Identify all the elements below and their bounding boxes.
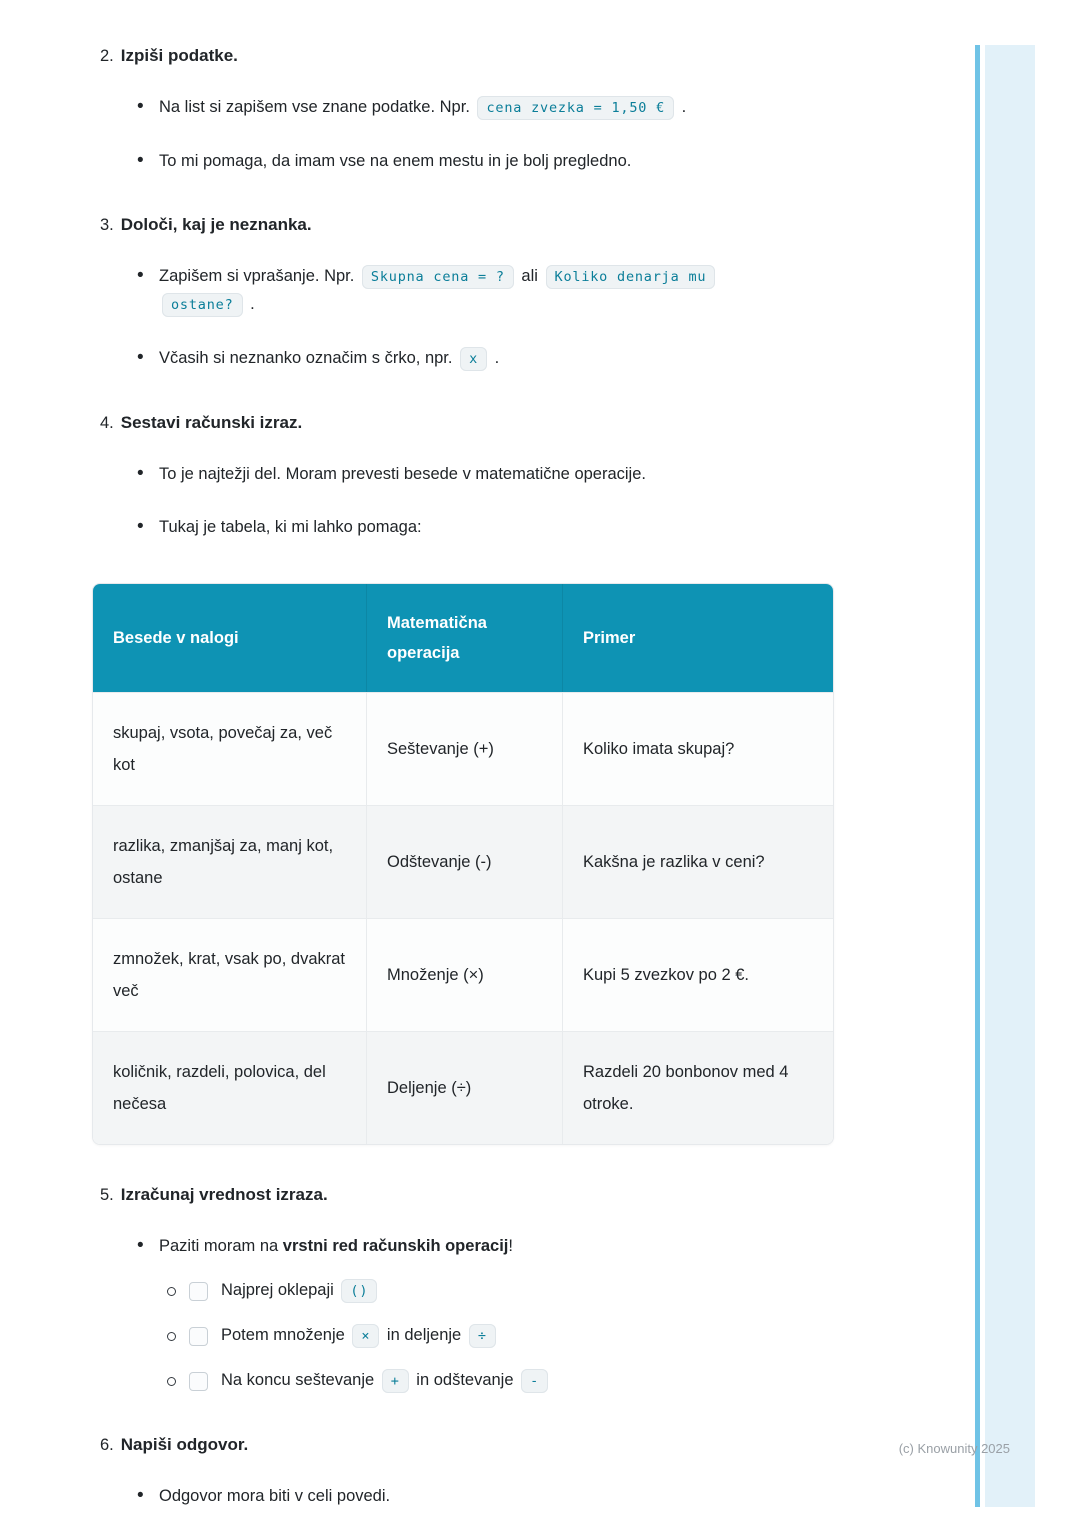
step-title: Določi, kaj je neznanka.: [120, 215, 312, 234]
step-2-bullets: [100, 94, 834, 175]
bullet-item: [137, 1233, 834, 1395]
step-number: 2.: [100, 47, 114, 65]
rule-text: [221, 1367, 551, 1395]
rule-text: [221, 1277, 380, 1305]
inline-code-chip: ostane?: [162, 293, 243, 317]
step-6-bullets: [100, 1483, 834, 1510]
checkbox[interactable]: [189, 1372, 208, 1391]
bullet-dot-icon: [137, 1233, 159, 1395]
step-5-heading: [100, 1185, 834, 1205]
step-title: Napiši odgovor.: [120, 1435, 249, 1454]
text-segment: Na koncu seštevanje: [221, 1371, 379, 1389]
table-cell: Seštevanje (+): [366, 692, 562, 805]
circle-bullet-icon: [167, 1287, 176, 1296]
order-rule-item: [167, 1277, 834, 1305]
text-segment: in odštevanje: [411, 1371, 519, 1389]
text-segment: .: [677, 98, 687, 116]
text-segment: .: [245, 295, 255, 313]
step-2-heading: [100, 46, 834, 66]
checkbox[interactable]: [189, 1327, 208, 1346]
table-cell: Koliko imata skupaj?: [562, 692, 833, 805]
bullet-item: [137, 345, 834, 373]
bullet-text: To je najtežji del. Moram prevesti besede v matematične operacije.: [159, 465, 646, 483]
bullet-text: To mi pomaga, da imam vse na enem mestu in je bolj pregledno.: [159, 152, 632, 170]
text-segment: Zapišem si vprašanje. Npr.: [159, 267, 359, 285]
bullet-item: [137, 263, 834, 319]
table-cell: količnik, razdeli, polovica, del nečesa: [93, 1031, 366, 1144]
text-segment: ali: [516, 267, 543, 285]
table-header-cell: Besede v nalogi: [93, 584, 366, 692]
step-title: Izračunaj vrednost izraza.: [120, 1185, 328, 1204]
table-header-cell: Matematična operacija: [366, 584, 562, 692]
bullet-item: [137, 1483, 834, 1510]
step-title: Izpiši podatke.: [120, 46, 238, 65]
bold-text-segment: vrstni red računskih operacij: [282, 1237, 509, 1255]
step-number: 6.: [100, 1436, 114, 1454]
table-cell: razlika, zmanjšaj za, manj kot, ostane: [93, 805, 366, 918]
table-cell: Odštevanje (-): [366, 805, 562, 918]
table-cell: zmnožek, krat, vsak po, dvakrat več: [93, 918, 366, 1031]
table-cell: Množenje (×): [366, 918, 562, 1031]
inline-code-chip: cena zvezka = 1,50 €: [477, 96, 674, 120]
inline-code-chip: Skupna cena = ?: [362, 265, 514, 289]
bullet-dot-icon: [137, 345, 159, 373]
scrollbar-track[interactable]: [985, 45, 1035, 1507]
notes-page: [100, 46, 834, 1510]
circle-bullet-icon: [167, 1377, 176, 1386]
bullet-item: [137, 148, 834, 175]
inline-code-chip: x: [460, 347, 487, 371]
step-title: Sestavi računski izraz.: [120, 413, 303, 432]
table-cell: skupaj, vsota, povečaj za, več kot: [93, 692, 366, 805]
inline-code-chip: ÷: [469, 1324, 496, 1348]
inline-code-chip: (): [341, 1279, 377, 1303]
step-4-bullets: [100, 461, 834, 541]
table-row: [93, 1031, 833, 1144]
text-segment: Potem množenje: [221, 1326, 350, 1344]
copyright-text: (c) Knowunity 2025: [898, 1441, 1010, 1456]
table-cell: Deljenje (÷): [366, 1031, 562, 1144]
step-number: 3.: [100, 216, 114, 234]
bullet-text: [159, 94, 834, 122]
operations-table: [92, 583, 834, 1145]
table-row: [93, 918, 833, 1031]
table-header-row: [93, 584, 833, 692]
checkbox[interactable]: [189, 1282, 208, 1301]
table-row: [93, 692, 833, 805]
table-cell: Razdeli 20 bonbonov med 4 otroke.: [562, 1031, 833, 1144]
bullet-dot-icon: [137, 148, 159, 175]
step-6-heading: [100, 1435, 834, 1455]
text-segment: !: [508, 1237, 513, 1255]
step-3-heading: [100, 215, 834, 235]
table-row: [93, 805, 833, 918]
step-3-bullets: [100, 263, 834, 373]
order-rule-item: [167, 1322, 834, 1350]
text-segment: .: [490, 349, 500, 367]
order-rule-item: [167, 1367, 834, 1395]
page-edge-line: [975, 45, 980, 1507]
bullet-dot-icon: [137, 461, 159, 488]
text-segment: Včasih si neznanko označim s črko, npr.: [159, 349, 458, 367]
circle-bullet-icon: [167, 1332, 176, 1341]
step-5-bullets: [100, 1233, 834, 1395]
bullet-text: [159, 1233, 834, 1395]
inline-code-chip: Koliko denarja mu: [546, 265, 716, 289]
order-rules-list: [167, 1277, 834, 1395]
bullet-dot-icon: [137, 1483, 159, 1510]
inline-code-chip: +: [382, 1369, 409, 1393]
text-segment: Na list si zapišem vse znane podatke. Npr.: [159, 98, 475, 116]
bullet-text: Tukaj je tabela, ki mi lahko pomaga:: [159, 518, 422, 536]
bullet-dot-icon: [137, 263, 159, 319]
rule-text: [221, 1322, 499, 1350]
bullet-text: Odgovor mora biti v celi povedi.: [159, 1487, 391, 1505]
text-segment: in deljenje: [382, 1326, 466, 1344]
table-header-cell: Primer: [562, 584, 833, 692]
text-segment: Najprej oklepaji: [221, 1281, 339, 1299]
step-number: 4.: [100, 414, 114, 432]
step-4-heading: [100, 413, 834, 433]
bullet-item: [137, 94, 834, 122]
bullet-item: [137, 514, 834, 541]
bullet-item: [137, 461, 834, 488]
bullet-text: [159, 345, 834, 373]
table-cell: Kupi 5 zvezkov po 2 €.: [562, 918, 833, 1031]
bullet-dot-icon: [137, 94, 159, 122]
inline-code-chip: ×: [352, 1324, 379, 1348]
text-segment: Paziti moram na: [159, 1237, 283, 1255]
bullet-dot-icon: [137, 514, 159, 541]
step-number: 5.: [100, 1186, 114, 1204]
bullet-text: [159, 263, 834, 319]
table-cell: Kakšna je razlika v ceni?: [562, 805, 833, 918]
inline-code-chip: -: [521, 1369, 548, 1393]
